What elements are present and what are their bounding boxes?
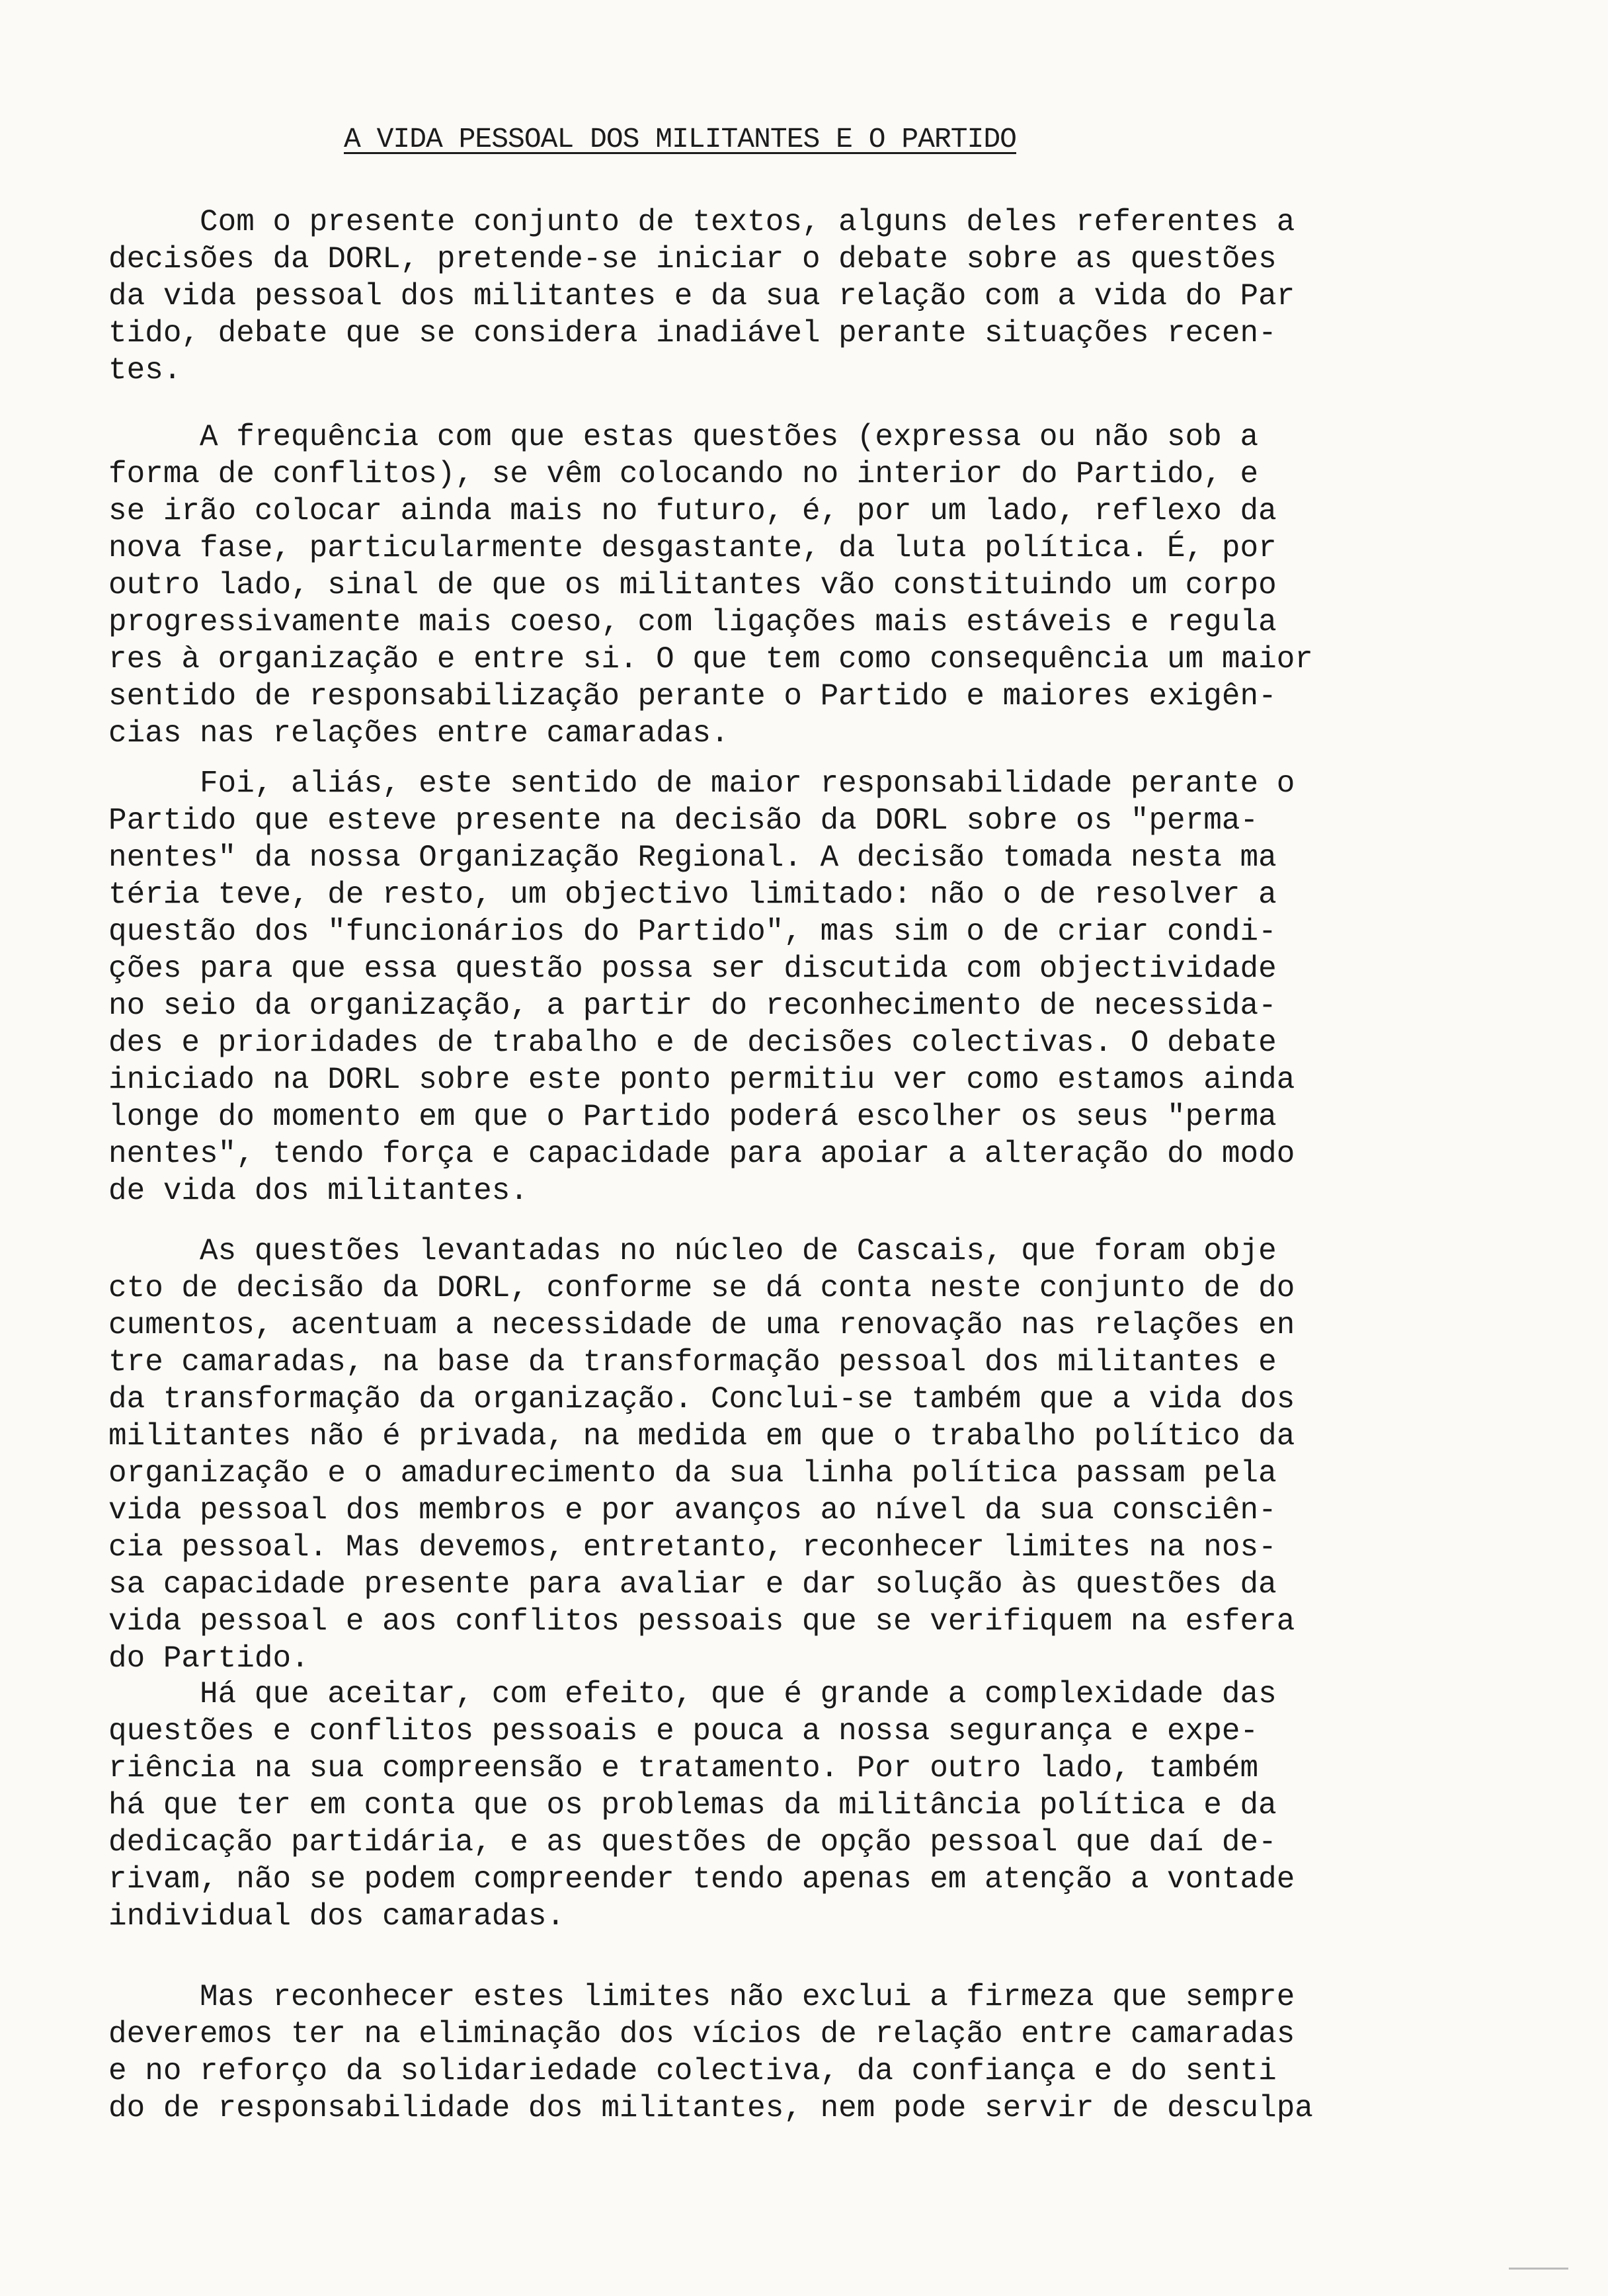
paragraph-5 (108, 1676, 1510, 1935)
text-line: no seio da organização, a partir do reconhecimento de necessida- (108, 989, 1277, 1023)
text-line: A frequência com que estas questões (expressa ou não sob a (108, 420, 1259, 454)
text-line: longe do momento em que o Partido poderá escolher os seus "perma (108, 1100, 1277, 1134)
text-line: Mas reconhecer estes limites não exclui a firmeza que sempre (108, 1980, 1295, 2014)
text-line: Partido que esteve presente na decisão da DORL sobre os "perma- (108, 803, 1259, 838)
text-line: de vida dos militantes. (108, 1174, 528, 1208)
text-line: organização e o amadurecimento da sua linha política passam pela (108, 1456, 1277, 1491)
text-line: forma de conflitos), se vêm colocando no interior do Partido, e (108, 457, 1259, 491)
text-line: iniciado na DORL sobre este ponto permitiu ver como estamos ainda (108, 1063, 1295, 1097)
page-edge-mark (1509, 2268, 1568, 2270)
text-line: téria teve, de resto, um objectivo limitado: não o de resolver a (108, 878, 1277, 912)
text-line: dedicação partidária, e as questões de opção pessoal que daí de- (108, 1825, 1277, 1860)
text-line: nova fase, particularmente desgastante, da luta política. É, por (108, 531, 1277, 565)
text-line: res à organização e entre si. O que tem como consequência um maior (108, 642, 1313, 676)
document-title: A VIDA PESSOAL DOS MILITANTES E O PARTIDO (344, 123, 1016, 155)
paragraph-4 (108, 1233, 1510, 1677)
text-line: cias nas relações entre camaradas. (108, 716, 729, 751)
text-line: ções para que essa questão possa ser discutida com objectividade (108, 952, 1277, 986)
paragraph-6 (108, 1979, 1510, 2127)
text-line: da transformação da organização. Conclui-se também que a vida dos (108, 1382, 1295, 1416)
text-line: vida pessoal dos membros e por avanços ao nível da sua consciên- (108, 1493, 1277, 1528)
text-line: tes. (108, 353, 182, 388)
text-line: Foi, aliás, este sentido de maior responsabilidade perante o (108, 766, 1295, 801)
text-line: do de responsabilidade dos militantes, nem pode servir de desculpa (108, 2091, 1313, 2125)
text-line: Há que aceitar, com efeito, que é grande a complexidade das (108, 1677, 1277, 1711)
text-line: há que ter em conta que os problemas da militância política e da (108, 1788, 1277, 1823)
text-line: militantes não é privada, na medida em que o trabalho político da (108, 1419, 1295, 1454)
text-line: questões e conflitos pessoais e pouca a nossa segurança e expe- (108, 1714, 1259, 1748)
paragraph-1 (108, 204, 1510, 389)
text-line: sa capacidade presente para avaliar e dar solução às questões da (108, 1567, 1277, 1602)
text-line: da vida pessoal dos militantes e da sua relação com a vida do Par (108, 279, 1295, 313)
text-line: des e prioridades de trabalho e de decisões colectivas. O debate (108, 1026, 1277, 1060)
text-line: sentido de responsabilização perante o Partido e maiores exigên- (108, 679, 1277, 714)
text-line: vida pessoal e aos conflitos pessoais que se verifiquem na esfera (108, 1604, 1295, 1639)
text-line: deveremos ter na eliminação dos vícios de relação entre camaradas (108, 2017, 1295, 2051)
text-line: nentes" da nossa Organização Regional. A decisão tomada nesta ma (108, 840, 1277, 875)
text-line: cto de decisão da DORL, conforme se dá conta neste conjunto de do (108, 1271, 1295, 1305)
text-line: e no reforço da solidariedade colectiva, da confiança e do senti (108, 2054, 1277, 2088)
text-line: individual dos camaradas. (108, 1899, 565, 1934)
paragraph-2 (108, 419, 1510, 752)
text-line: rivam, não se podem compreender tendo apenas em atenção a vontade (108, 1862, 1295, 1897)
paragraph-3 (108, 765, 1510, 1210)
text-line: do Partido. (108, 1641, 309, 1676)
text-line: decisões da DORL, pretende-se iniciar o debate sobre as questões (108, 242, 1277, 276)
text-line: outro lado, sinal de que os militantes vão constituindo um corpo (108, 568, 1277, 602)
text-line: questão dos "funcionários do Partido", mas sim o de criar condi- (108, 915, 1277, 949)
text-line: progressivamente mais coeso, com ligações mais estáveis e regula (108, 605, 1277, 639)
text-line: tre camaradas, na base da transformação pessoal dos militantes e (108, 1345, 1277, 1379)
text-line: nentes", tendo força e capacidade para apoiar a alteração do modo (108, 1137, 1295, 1171)
text-line: Com o presente conjunto de textos, alguns deles referentes a (108, 205, 1295, 239)
text-line: tido, debate que se considera inadiável perante situações recen- (108, 316, 1277, 350)
text-line: riência na sua compreensão e tratamento. Por outro lado, também (108, 1751, 1259, 1785)
text-line: cumentos, acentuam a necessidade de uma renovação nas relações en (108, 1308, 1295, 1342)
text-line: cia pessoal. Mas devemos, entretanto, reconhecer limites na nos- (108, 1530, 1277, 1565)
text-line: se irão colocar ainda mais no futuro, é, por um lado, reflexo da (108, 494, 1277, 528)
text-line: As questões levantadas no núcleo de Cascais, que foram obje (108, 1234, 1277, 1268)
